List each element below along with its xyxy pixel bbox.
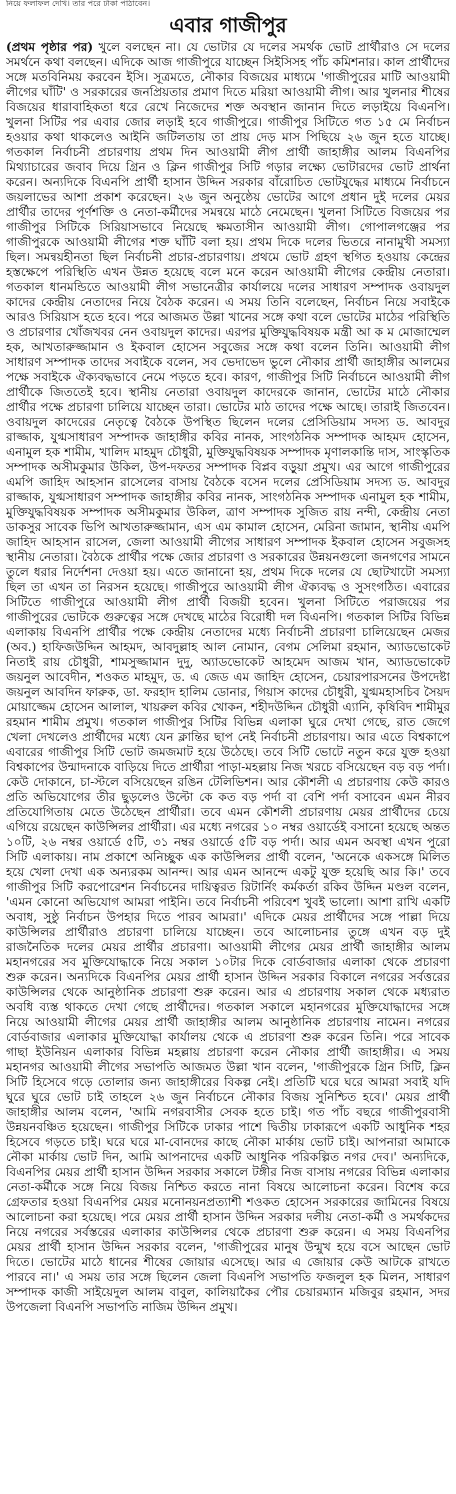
article-text: খুলে বলছেন না। যে ভোটার যে দলের সমর্থক ভোট প্রার্থীরাও সে দলের সমর্থনে কথা বলছেন। এদিকে আজ গাজীপুরে যাচ্ছেন সিইসিসহ পাঁচ কমিশনার। কাল প্রার্থীদের সঙ্গে মতবিনিময় করবেন ইসি। সূত্রমতে, নৌকার বিজয়ের মাধ্যমে 'গাজীপুরের মাটি আওয়ামী লীগের ঘাঁটি' ও সরকারের জনপ্রিয়তার প্রমাণ দিতে মরিয়া আওয়ামী লীগ। আর খুলনার শীষের বিজয়ের ধারাবাহিকতা ধরে রেখে নিজেদের শক্ত অবস্থান জানান দিতে লড়াইয়ে বিএনপি। খুলনা সিটির পর এবার জোর লড়াই হবে গাজীপুরে। গাজীপুর সিটিতে গত ১৫ মে নির্বাচন হওয়ার কথা থাকলেও আইনি জটিলতায় তা প্রায় দেড় মাস পিছিয়ে ২৬ জুন হতে যাচ্ছে। গতকাল নির্বাচনী প্রচারণায় প্রথম দিন আওয়ামী লীগ প্রার্থী জাহাঙ্গীর আলম বিএনপির মিথ্যাচারের জবাব দিয়ে গ্রিন ও ক্লিন গাজীপুর সিটি গড়ার লক্ষ্যে ভোটারদের ভোট প্রার্থনা করেন। অন্যদিকে বিএনপি প্রার্থী হাসান উদ্দিন সরকার বাঁরোচিত ভোটযুদ্ধের মাধ্যমে নির্বাচনে জয়লাভের আশা প্রকাশ করেছেন। ২৬ জুন অনুষ্ঠেয় ভোটের আগে প্রধান দুই দলের মেয়র প্রার্থীর তাদের পূর্ণশক্তি ও নেতা-কর্মীদের সমন্বয়ে মাঠে নেমেছেন। খুলনা সিটিতে বিজয়ের পর গাজীপুর সিটিকে সিরিয়াসভাবে নিয়েছে ক্ষমতাসীন আওয়ামী লীগ। গোপালগঞ্জের পর গাজীপুরকে আওয়ামী লীগের শক্ত ঘাঁটি বলা হয়। প্রথম দিকে দলের ভিতরে নানামুখী সমস্যা ছিল। সমন্বয়হীনতা ছিল নির্বাচনী প্রচার-প্রচারণায়। প্রথমে ভোট গ্রহণ স্থগিত হওয়ায় কেন্দ্রের হস্তক্ষেপে পরিস্থিতি এখন উন্নত হয়েছে বলে মনে করেন আওয়ামী লীগের কেন্দ্রীয় নেতারা। গতকাল ধানমন্ডিতে আওয়ামী লীগ সভানেত্রীর কার্যালয়ে দলের সাধারণ সম্পাদক ওবায়দুল কাদের কেন্দ্রীয় নেতাদের নিয়ে বৈঠক করেন। এ সময় তিনি বলেছেন, নির্বাচন নিয়ে সবাইকে আরও সিরিয়াস হতে হবে। পরে আজমত উল্লা খানের সঙ্গে কথা বলে ভোটের মাঠের পরিস্থিতি ও প্রচারণার খোঁজখবর নেন ওবায়দুল কাদের। এরপর মুক্তিযুদ্ধবিষয়ক মন্ত্রী আ ক ম মোজাম্মেল হক, আখতারুজ্জামান ও ইকবাল হোসেন সবুজের সঙ্গে কথা বলেন তিনি। আওয়ামী লীগ সাধারণ সম্পাদক তাদের সবাইকে বলেন, সব ভেদাভেদ ভুলে নৌকার প্রার্থী জাহাঙ্গীর আলমের পক্ষে সবাইকে ঐক্যবদ্ধভাবে নেমে পড়তে হবে। কারণ, গাজীপুর সিটি নির্বাচনে আওয়ামী লীগ প্রার্থীকে জিততেই হবে। স্থানীয় নেতারা ওবায়দুল কাদেরকে জানান, ভোটের মাঠে নৌকার প্রার্থীর পক্ষে প্রচারণা চালিয়ে যাচ্ছেন তারা। ভোটের মাঠ তাদের পক্ষে আছে। তারাই জিতবেন। ওবায়দুল কাদেরের নেতৃত্বে বৈঠকে উপস্থিত ছিলেন দলের প্রেসিডিয়াম সদস্য ড. আবদুর রাজ্জাক, যুগ্মসাধারণ সম্পাদক জাহাঙ্গীর কবির নানক, সাংগঠনিক সম্পাদক আহমদ হোসেন, এনামুল হক শামীম, খালিদ মাহমুদ চৌধুরী, মুক্তিযুদ্ধবিষয়ক সম্পাদক মৃণালকান্তি দাস, সাংস্কৃতিক সম্পাদক অসীমকুমার উকিল, উপ-দফতর সম্পাদক বিপ্লব বড়ুয়া প্রমুখ। এর আগে গাজীপুরের এমপি জাহিদ আহসান রাসেলের বাসায় বৈঠকে বসেন দলের প্রেসিডিয়াম সদস্য ড. আবদুর রাজ্জাক, যুগ্মসাধারণ সম্পাদক জাহাঙ্গীর কবির নানক, সাংগঠনিক সম্পাদক এনামুল হক শামীম, মুক্তিযুদ্ধবিষয়ক সম্পাদক অসীমকুমার উকিল, ত্রাণ সম্পাদক সুজিত রায় নন্দী, কেন্দ্রীয় নেতা ডাকসুর সাবেক ভিপি আখতারুজ্জামান, এস এম কামাল হোসেন, মেরিনা জামান, স্থানীয় এমপি জাহিদ আহসান রাসেল, জেলা আওয়ামী লীগের সাধারণ সম্পাদক ইকবাল হোসেন সবুজসহ স্থানীয় নেতারা। বৈঠকে প্রার্থীর পক্ষে জোর প্রচারণা ও সরকারের উন্নয়নগুলো জনগণের সামনে তুলে ধরার নির্দেশনা দেওয়া হয়। এতে জানানো হয়, প্রথম দিকে দলের যে ছোটখাটো সমস্যা ছিল তা এখন তা নিরসন হয়েছে। গাজীপুরে আওয়ামী লীগ ঐক্যবদ্ধ ও সুসংগঠিত। এবারের সিটিতে গাজীপুরে আওয়ামী লীগ প্রার্থী বিজয়ী হবেন। খুলনা সিটিতে পরাজয়ের পর গাজীপুরের ভোটকে গুরুত্বের সঙ্গে দেখছে মাঠের বিরোধী দল বিএনপি। গতকাল সিটির বিভিন্ন এলাকায় বিএনপি প্রার্থীর পক্ষে কেন্দ্রীয় নেতাদের মধ্যে নির্বাচনী প্রচারণা চালিয়েছেন মেজর (অব.) হাফিজউদ্দিন আহমদ, আবদুল্লাহ আল নোমান, বেগম সেলিমা রহমান, অ্যাডভোকেট নিতাই রায় চৌধুরী, শামসুজ্জামান দুদু, অ্যাডভোকেট আহমেদ আজম খান, অ্যাডভোকেট জয়নুল আবেদীন, শওকত মাহমুদ, ড. এ জেড এম জাহিদ হোসেন, চেয়ারপারসনের উপদেষ্টা জয়নুল আবদিন ফারুক, ডা. ফরহাদ হালিম ডোনার, গিয়াস কাদের চৌধুরী, যুগ্মমহাসচিব সৈয়দ মোয়াজ্জেম হোসেন আলাল, খায়রুল কবির খোকন, শহীদউদ্দিন চৌধুরী এ্যানি, কৃষিবিদ শামীমুর রহমান শামীম প্রমুখ। গতকাল গাজীপুর সিটির বিভিন্ন এলাকা ঘুরে দেখা গেছে, রাত জেগে খেলা দেখলেও প্রার্থীদের মধ্যে যেন ক্লান্তির ছাপ নেই নির্বাচনী প্রচারণায়। আর এতে বিশ্বকাপে এবারের গাজীপুর সিটি ভোট জমজমাট হয়ে উঠেছে। তবে সিটি ভোটে নতুন করে যুক্ত হওয়া বিশ্বকাপের উন্মাদনাকে বাড়িয়ে দিতে প্রার্থীরা পাড়া-মহল্লায় নিজ খরচে বসিয়েছেন বড় বড় পর্দা। কেউ দোকানে, চা-স্টলে বসিয়েছেন রঙিন টেলিভিশন। আর কৌশলী এ প্রচারণায় কেউ কারও প্রতি অভিযোগের তীর ছুড়লেও উল্টো কে কত বড় পর্দা বা বেশি পর্দা বসাবেন এমন নীরব প্রতিযোগিতায় মেতে উঠেছেন প্রার্থীরা। তবে এমন কৌশলী প্রচারণায় মেয়র প্রার্থীদের চেয়ে এগিয়ে রয়েছেন কাউন্সিলর প্রার্থীরা। এর মধ্যে নগরের ১০ নম্বর ওয়ার্ডেই বসানো হয়েছে অন্তত ১০টি, ২৬ নম্বর ওয়ার্ডে ৫টি, ৩১ নম্বর ওয়ার্ডে ৫টি বড় পর্দা। আর এমন অবস্থা এখন পুরো সিটি এলাকায়। নাম প্রকাশে অনিচ্ছুক এক কাউন্সিলর প্রার্থী বলেন, 'অনেকে একসঙ্গে মিলিত হয়ে খেলা দেখা এক অন্যরকম আনন্দ। আর এমন আনন্দে একটু যুক্ত হয়েছি আর কি।' তবে গাজীপুর সিটি করপোরেশন নির্বাচনের দায়িত্বরত রিটার্নিং কর্মকর্তা রকিব উদ্দিন মণ্ডল বলেন, 'এমন কোনো অভিযোগ আমরা পাইনি। তবে নির্বাচনী পরিবেশ খুবই ভালো। আশা রাখি একটি অবাধ, সুষ্ঠু নির্বাচন উপহার দিতে পারব আমরা।' এদিকে মেয়র প্রার্থীদের সঙ্গে পাল্লা দিয়ে কাউন্সিলর প্রার্থীরাও প্রচারণা চালিয়ে যাচ্ছেন। তবে আলোচনার তুঙ্গে এখন বড় দুই রাজনৈতিক দলের মেয়র প্রার্থীর প্রচারণা। আওয়ামী লীগের মেয়র প্রার্থী জাহাঙ্গীর আলম মহানগরের সব মুক্তিযোদ্ধাকে নিয়ে সকাল ১০টার দিকে বোর্ডবাজার এলাকা থেকে প্রচারণা শুরু করেন। অন্যদিকে বিএনপির মেয়র প্রার্থী হাসান উদ্দিন সরকার বিকালে নগরের সর্বত্তরের কাউন্সিলর থেকে আনুষ্ঠানিক প্রচারণা শুরু করেন। আর এ প্রচারণায় সকাল থেকে মধ্যরাত অবধি ব্যস্ত থাকতে দেখা গেছে প্রার্থীদের। গতকাল সকালে মহানগরের মুক্তিযোদ্ধাদের সঙ্গে নিয়ে আওয়ামী লীগের মেয়র প্রার্থী জাহাঙ্গীর আলম আনুষ্ঠানিক প্রচারণায় নামেন। নগরের বোর্ডবাজার এলাকার মুক্তিযোদ্ধা কার্যালয় থেকে এ প্রচারণা শুরু করেন তিনি। পরে সাবেক গাছা ইউনিয়ন এলাকার বিভিন্ন মহল্লায় প্রচারণা করেন নৌকার প্রার্থী জাহাঙ্গীর। এ সময় মহানগর আওয়ামী লীগের সভাপতি আজমত উল্লা খান বলেন, 'গাজীপুরকে গ্রিন সিটি, ক্লিন সিটি হিসেবে গড়ে তোলার জন্য জাহাঙ্গীরের বিকল্প নেই। প্রতিটি ঘরে ঘরে আমরা সবাই যদি ঘুরে ঘুরে ভোট চাই তাহলে ২৬ জুন নির্বাচনে নৌকার বিজয় সুনিশ্চিত হবে।' মেয়র প্রার্থী জাহাঙ্গীর আলম বলেন, 'আমি নগরবাসীর সেবক হতে চাই। গত পাঁচ বছরে গাজীপুরবাসী উন্নয়নবঞ্চিত হয়েছেন। গাজীপুর সিটিকে ঢাকার পাশে দ্বিতীয় ঢাকারূপে একটি আধুনিক শহর হিসেবে গড়তে চাই। ঘরে ঘরে মা-বোনদের কাছে নৌকা মার্কায় ভোট চাই। আপনারা আমাকে নৌকা মার্কায় ভোট দিন, আমি আপনাদের একটি আধুনিক পরিকল্পিত নগর দেব।' অন্যদিকে, বিএনপির মেয়র প্রার্থী হাসান উদ্দিন সরকার সকালে টঙ্গীর নিজ বাসায় নগরের বিভিন্ন এলাকার নেতা-কর্মীকে সঙ্গে নিয়ে বিজয় নিশ্চিত করতে নানা বিষয়ে আলোচনা করেন। বিশেষ করে গ্রেফতার হওয়া বিএনপির মেয়র মনোনয়নপ্রত্যাশী শওকত হোসেন সরকারের জামিনের বিষয়ে আলোচনা করা হয়েছে। পরে মেয়র প্রার্থী হাসান উদ্দিন সরকার দলীয় নেতা-কর্মী ও সমর্থকদের নিয়ে নগরের সর্বস্তরের এলাকার কাউন্সিলর থেকে প্রচারণা শুরু করেন। এ সময় বিএনপির মেয়র প্রার্থী হাসান উদ্দিন সরকার বলেন, 'গাজীপুরের মানুষ উন্মুখ হয়ে বসে আছেন ভোট দিতে। ভোটের মাঠে ধানের শীষের জোয়ার এসেছে। আর এ জোয়ার কেউ আটকে রাখতে পারবে না।' এ সময় তার সঙ্গে ছিলেন জেলা বিএনপি সভাপতি ফজলুল হক মিলন, সাধারণ সম্পাদক কাজী সাইয়েদুল আলম বাবুল, কালিয়াকৈর পৌর চেয়ারম্যান মজিবুর রহমান, সদর উপজেলা বিএনপি সভাপতি নাজিম উদ্দিন প্রমুখ। xyxy=(6,40,450,1314)
article-body xyxy=(6,40,450,1492)
previous-column-snippet: নিয়ে ফলাফল দেখি। তার পরে টাকা পাঠাবেন। xyxy=(6,0,151,8)
headline: এবার গাজীপুর xyxy=(169,13,287,37)
continuation-label: (প্রথম পৃষ্ঠার পর) xyxy=(6,40,94,54)
article-paragraph xyxy=(6,40,450,1315)
